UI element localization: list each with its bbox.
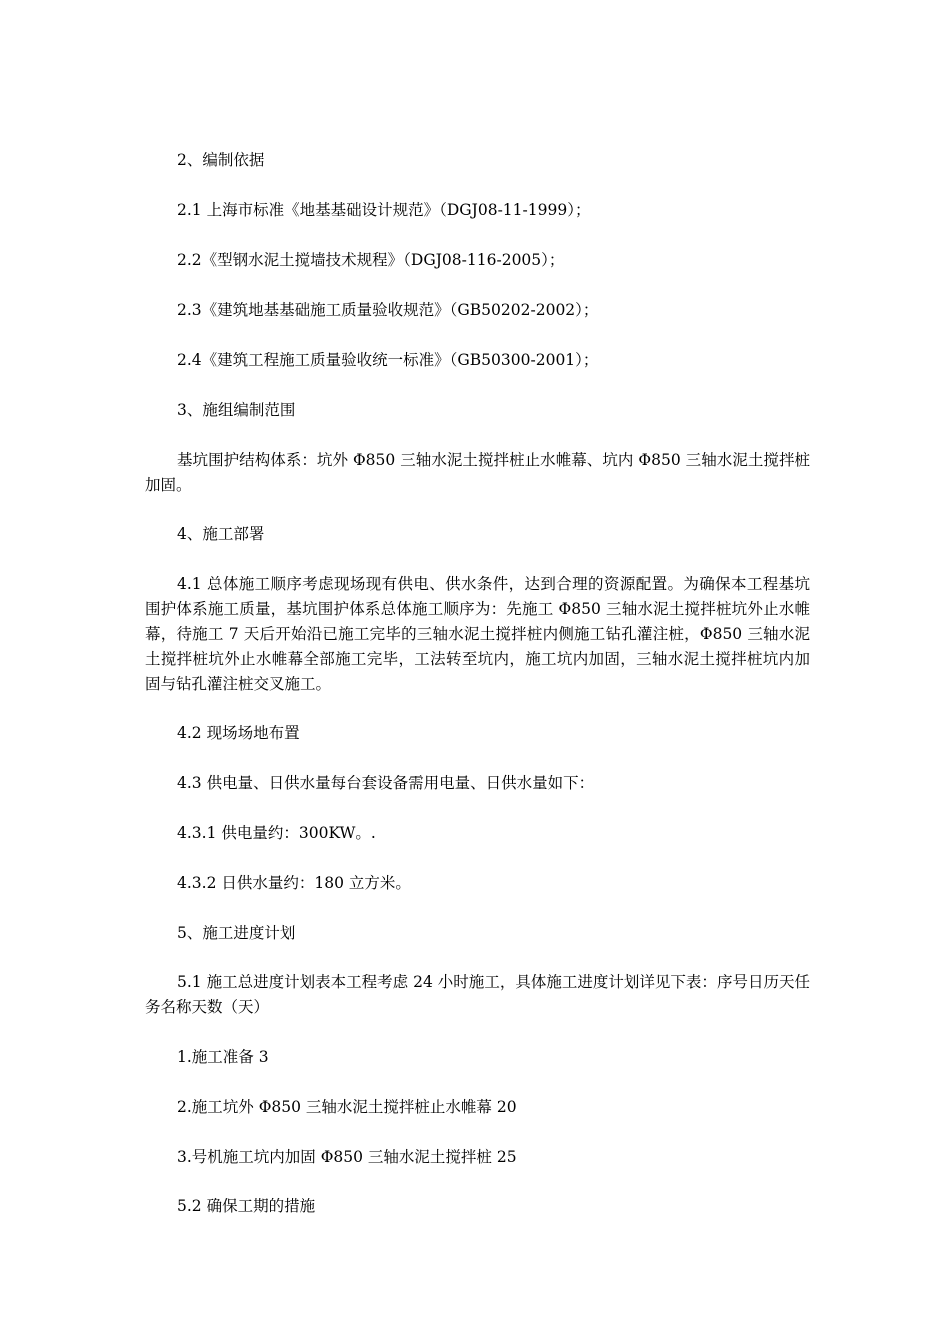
- reference-item: 2.3《建筑地基基础施工质量验收规范》（GB50202-2002）；: [177, 301, 599, 319]
- section-heading-schedule: 5、施工进度计划: [177, 924, 296, 942]
- body-paragraph: 4.3.1 供电量约：300KW。.: [177, 824, 376, 842]
- body-paragraph: 4.3 供电量、日供水量每台套设备需用电量、日供水量如下：: [177, 774, 595, 792]
- body-paragraph: 5.1 施工总进度计划表本工程考虑 24 小时施工，具体施工进度计划详见下表：序号日历天任务名称天数（天）: [145, 973, 810, 1016]
- subsection-heading: 4.2 现场场地布置: [177, 724, 300, 742]
- reference-item: 2.4《建筑工程施工质量验收统一标准》（GB50300-2001）；: [177, 351, 599, 369]
- section-heading-basis: 2、编制依据: [177, 151, 265, 169]
- body-paragraph: 基坑围护结构体系：坑外 Φ850 三轴水泥土搅拌桩止水帷幕、坑内 Φ850 三轴水泥土搅拌桩加固。: [145, 451, 810, 494]
- body-paragraph: 4.1 总体施工顺序考虑现场现有供电、供水条件，达到合理的资源配置。为确保本工程基坑围护体系施工质量，基坑围护体系总体施工顺序为：先施工 Φ850 三轴水泥土搅拌桩坑外止水帷幕，待施工 7 天后开始沿已施工完毕的三轴水泥土搅拌桩内侧施工钻孔灌注桩，Φ850 三轴水泥土搅拌桩坑外止水帷幕全部施工完毕，工法转至坑内，施工坑内加固，三轴水泥土搅拌桩坑内加固与钻孔灌注桩交叉施工。: [145, 575, 810, 693]
- schedule-item: 3.号机施工坑内加固 Φ850 三轴水泥土搅拌桩 25: [177, 1148, 517, 1166]
- schedule-item: 2.施工坑外 Φ850 三轴水泥土搅拌桩止水帷幕 20: [177, 1098, 517, 1116]
- reference-item: 2.1 上海市标准《地基基础设计规范》（DGJ08-11-1999）；: [177, 201, 591, 219]
- body-paragraph: 4.3.2 日供水量约：180 立方米。: [177, 874, 411, 892]
- schedule-item: 1.施工准备 3: [177, 1048, 269, 1066]
- section-heading-scope: 3、施组编制范围: [177, 401, 296, 419]
- section-heading-deployment: 4、施工部署: [177, 525, 265, 543]
- subsection-heading: 5.2 确保工期的措施: [177, 1197, 316, 1215]
- reference-item: 2.2《型钢水泥土搅墙技术规程》（DGJ08-116-2005）；: [177, 251, 565, 269]
